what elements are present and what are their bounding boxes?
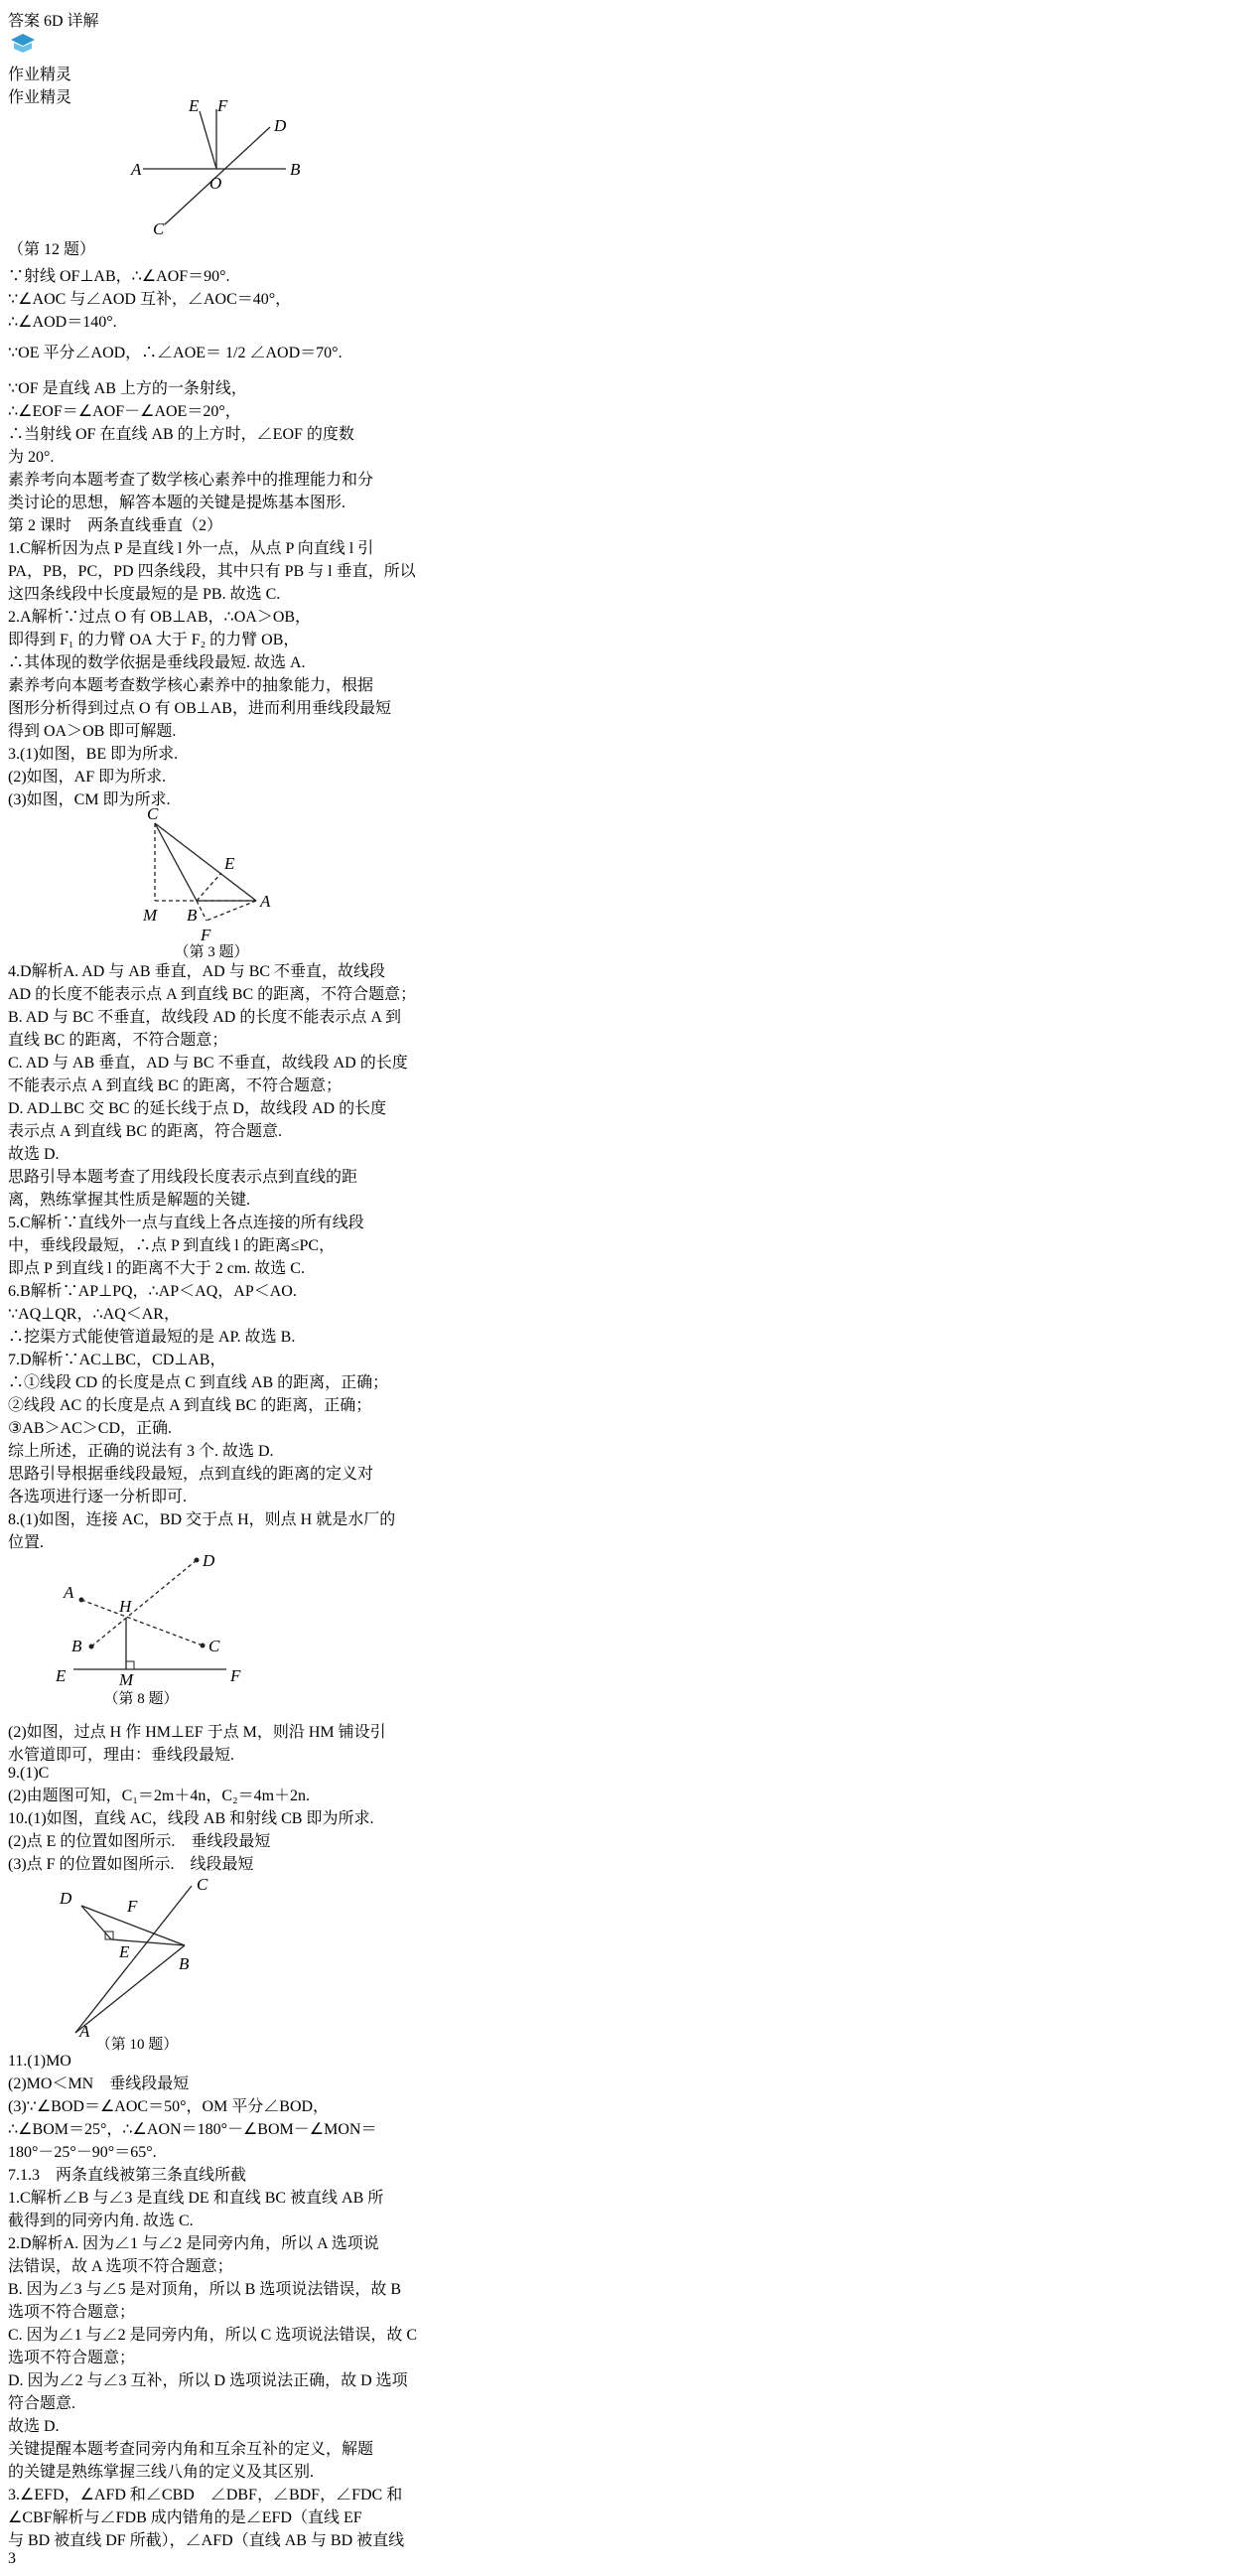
- q-text: 与∠FDB 成内错角的是∠EFD（直线 EF: [83, 2509, 362, 2526]
- q12-line: 为 20°.: [8, 449, 55, 466]
- fig12-label-f: F: [217, 96, 228, 115]
- q-text: (2)如图，AF 即为所求.: [8, 769, 167, 786]
- q-text: ∴①线段 CD 的长度是点 C 到直线 AB 的距离，正确；: [8, 1374, 389, 1391]
- q-text: ∴∠BOM＝25°，∴∠AON＝180°－∠BOM－∠MON＝: [8, 2121, 377, 2138]
- fig10-label-e: E: [119, 1942, 130, 1961]
- q-number: 1.: [8, 2190, 20, 2207]
- q-answer: D: [20, 963, 32, 980]
- q-text: (2)由题图可知，C₁＝2m＋4n，C₂＝4m＋2n.: [8, 1788, 311, 1804]
- fig10-label-c: C: [197, 1875, 208, 1894]
- analysis-tag: 解析: [31, 963, 64, 980]
- q-text: 故选 D.: [8, 2418, 60, 2435]
- figure-10-svg: [8, 1874, 549, 2053]
- watermark-2: 作业精灵: [8, 89, 72, 106]
- q12-line: ∵OE 平分∠AOD，∴∠AOE＝ 1/2 ∠AOD＝70°.: [8, 345, 343, 361]
- q-text: 选项不符合题意；: [8, 2304, 136, 2321]
- fig12-label-d: D: [274, 116, 287, 135]
- q-text: 法错误，故 A 选项不符合题意；: [8, 2258, 233, 2275]
- q-text: ②线段 AC 的长度是点 A 到直线 BC 的距离，正确；: [8, 1397, 372, 1414]
- q-answer: C: [20, 2190, 31, 2207]
- fig8-label-e: E: [56, 1666, 67, 1685]
- q12-line: ∴∠EOF＝∠AOF－∠AOE＝20°，: [8, 403, 241, 420]
- q12-line: ∵射线 OF⊥AB，∴∠AOF＝90°.: [8, 268, 230, 285]
- q-number: 8.: [8, 1511, 20, 1528]
- q-text: D. 因为∠2 与∠3 互补，所以 D 选项说法正确，故 D 选项: [8, 2372, 408, 2389]
- note-text: 离，熟练掌握其性质是解题的关键.: [8, 1192, 251, 1209]
- note-tag: 思路引导: [8, 1466, 72, 1483]
- q-text: B. AD 与 BC 不垂直，故线段 AD 的长度不能表示点 A 到: [8, 1009, 402, 1026]
- q-text: 表示点 A 到直线 BC 的距离，符合题意.: [8, 1123, 283, 1140]
- q-answer: D: [20, 2235, 32, 2252]
- q-answer: D: [20, 1352, 32, 1368]
- fig10-label-a: A: [79, 2022, 90, 2041]
- note-box-4: [8, 1461, 1233, 1506]
- q-text: ③AB＞AC＞CD，正确.: [8, 1420, 173, 1437]
- analysis-tag: 解析: [30, 1215, 63, 1231]
- q-number: 10.: [8, 1810, 28, 1827]
- q-number: 11.: [8, 2053, 28, 2070]
- fig10-label-b: B: [179, 1954, 190, 1973]
- section-title: 7.1.3 两条直线被第三条直线所截: [8, 2167, 247, 2184]
- fig3-label-a: A: [260, 892, 271, 911]
- fig10-caption: （第 10 题）: [95, 2037, 179, 2053]
- fig8-label-d: D: [203, 1551, 215, 1570]
- q-text: (1)如图，连接 AC，BD 交于点 H，则点 H 就是水厂的: [20, 1511, 396, 1528]
- q-text: C. AD 与 AB 垂直，AD 与 BC 不垂直，故线段 AD 的长度: [8, 1055, 408, 1072]
- analysis-tag: 解析: [52, 2509, 84, 2526]
- q-text: B. 因为∠3 与∠5 是对顶角，所以 B 选项说法错误，故 B: [8, 2281, 402, 2298]
- note-text: 根据垂线段最短，点到直线的距离的定义对: [71, 1466, 374, 1483]
- q-text: ∵直线外一点与直线上各点连接的所有线段: [62, 1215, 364, 1231]
- q-text: A. 因为∠1 与∠2 是同旁内角，所以 A 选项说: [63, 2235, 379, 2252]
- note-text: 类讨论的思想，解答本题的关键是提炼基本图形.: [8, 495, 346, 511]
- q-text: (3)点 F 的位置如图所示. 线段最短: [8, 1856, 254, 1873]
- q-text: 因为点 P 是直线 l 外一点，从点 P 向直线 l 引: [62, 540, 374, 557]
- note-tag: 关键提醒: [8, 2441, 72, 2458]
- q-text: (3)∵∠BOD＝∠AOC＝50°，OM 平分∠BOD，: [8, 2098, 330, 2115]
- q-number: 7.: [8, 1352, 20, 1368]
- note-text: 各选项进行逐一分析即可.: [8, 1489, 188, 1505]
- q12-line: ∴当射线 OF 在直线 AB 的上方时，∠EOF 的度数: [8, 426, 354, 443]
- q-text: ∴其体现的数学依据是垂线段最短. 故选 A.: [8, 654, 306, 671]
- fig12-label-e: E: [189, 96, 200, 115]
- figure-3: [8, 804, 1233, 960]
- analysis-tag: 解析: [30, 540, 63, 557]
- q-answer: C: [20, 540, 31, 557]
- q-text: 中，垂线段最短，∴点 P 到直线 l 的距离≤PC，: [8, 1237, 336, 1254]
- q-text: C. 因为∠1 与∠2 是同旁内角，所以 C 选项说法错误，故 C: [8, 2327, 418, 2344]
- q-number: 9.: [8, 1765, 20, 1782]
- fig12-label-c: C: [153, 219, 165, 238]
- note-text: 本题考查了数学核心素养中的推理能力和分: [71, 472, 374, 489]
- q-text: ∵AC⊥BC，CD⊥AB，: [63, 1352, 226, 1368]
- analysis-tag: 解析: [31, 2235, 64, 2252]
- q-text: 即点 P 到直线 l 的距离不大于 2 cm. 故选 C.: [8, 1260, 305, 1277]
- q-text: 即得到 F₁ 的力臂 OA 大于 F₂ 的力臂 OB，: [8, 632, 300, 648]
- analysis-tag: 解析: [31, 1352, 64, 1368]
- q-text: 故选 D.: [8, 1146, 60, 1163]
- q-text: (1)C: [20, 1765, 50, 1782]
- note-text: 本题考查同旁内角和互余互补的定义，解题: [71, 2441, 374, 2458]
- fig12-label-b: B: [290, 160, 301, 179]
- q-text: (2)如图，过点 H 作 HM⊥EF 于点 M，则沿 HM 铺设引: [8, 1724, 386, 1741]
- q-text: 这四条线段中长度最短的是 PB. 故选 C.: [8, 586, 281, 603]
- fig8-label-m: M: [119, 1670, 134, 1689]
- analysis-tag: 解析: [30, 1283, 63, 1300]
- q-text: (2)点 E 的位置如图所示. 垂线段最短: [8, 1833, 271, 1850]
- figure-8-svg: [8, 1552, 549, 1719]
- q-number: 3.: [8, 746, 20, 763]
- note-tag: 素养考向: [8, 677, 72, 694]
- q-number: 6.: [8, 1283, 20, 1300]
- q-number: 3.: [8, 2487, 20, 2504]
- note-box-1: [8, 467, 1233, 512]
- q-number: 2.: [8, 609, 20, 626]
- q-text: AD 的长度不能表示点 A 到直线 BC 的距离，不符合题意；: [8, 986, 417, 1003]
- q-text: (1)如图，直线 AC，线段 AB 和射线 CB 即为所求.: [28, 1810, 374, 1827]
- q12-line: ∴∠AOD＝140°.: [8, 314, 117, 331]
- fig8-label-f: F: [230, 1666, 241, 1685]
- fig10-label-f: F: [127, 1897, 138, 1916]
- section-title: 第 2 课时 两条直线垂直（2）: [8, 517, 223, 534]
- right-column: [8, 1301, 1233, 2550]
- q-text: A. AD 与 AB 垂直，AD 与 BC 不垂直，故线段: [63, 963, 386, 980]
- fig3-label-m: M: [143, 906, 158, 925]
- q-answer: B: [20, 1283, 31, 1300]
- fig3-label-f: F: [201, 926, 211, 944]
- q-text: PA，PB，PC，PD 四条线段，其中只有 PB 与 l 垂直，所以: [8, 563, 416, 580]
- figure-12-caption: （第 12 题）: [8, 241, 96, 258]
- q6-cont: ∵AQ⊥QR，∴AQ＜AR，: [8, 1306, 180, 1323]
- q-text: (3)如图，CM 即为所求.: [8, 791, 171, 808]
- fig12-label-o: O: [209, 174, 222, 193]
- q-text: ∠CBF: [8, 2509, 53, 2526]
- q12-line: ∵∠AOC 与∠AOD 互补，∠AOC＝40°，: [8, 291, 292, 308]
- q-text: ∠EFD，∠AFD 和∠CBD ∠DBF，∠BDF，∠FDC 和: [20, 2487, 403, 2504]
- q-text: 与 BD 被直线 DF 所截），∠AFD（直线 AB 与 BD 被直线: [8, 2532, 405, 2549]
- fig3-label-e: E: [224, 854, 235, 873]
- fig3-label-b: B: [187, 906, 198, 925]
- q-text: ∠B 与∠3 是直线 DE 和直线 BC 被直线 AB 所: [62, 2190, 384, 2207]
- q-number: 1.: [8, 540, 20, 557]
- q-text: (2)MO＜MN 垂线段最短: [8, 2075, 190, 2092]
- q-text: 符合题意.: [8, 2395, 76, 2412]
- q-number: 4.: [8, 963, 20, 980]
- fig8-label-b: B: [71, 1637, 82, 1655]
- q-text: 选项不符合题意；: [8, 2350, 136, 2366]
- note-box-2: [8, 672, 1233, 741]
- q-text: 水管道即可，理由：垂线段最短.: [8, 1747, 235, 1764]
- q12-line: ∵OF 是直线 AB 上方的一条射线，: [8, 380, 247, 397]
- q-number: 5.: [8, 1215, 20, 1231]
- note-box-3: [8, 1164, 1233, 1210]
- note-box-5: [8, 2436, 1233, 2482]
- q-text: ∵AP⊥PQ，∴AP＜AQ，AP＜AO.: [62, 1283, 297, 1300]
- note-text: 图形分析得到过点 O 有 OB⊥AB，进而利用垂线段最短: [8, 700, 391, 717]
- fig10-label-d: D: [60, 1889, 72, 1908]
- q-text: 180°－25°－90°＝65°.: [8, 2144, 157, 2161]
- q-text: 截得到的同旁内角. 故选 C.: [8, 2213, 194, 2229]
- q-answer: A: [20, 609, 32, 626]
- note-tag: 思路引导: [8, 1169, 72, 1186]
- q-text: 不能表示点 A 到直线 BC 的距离，不符合题意；: [8, 1077, 343, 1094]
- q-text: 直线 BC 的距离，不符合题意；: [8, 1032, 228, 1049]
- q-text: (1)MO: [27, 2053, 71, 2070]
- analysis-tag: 解析: [31, 609, 64, 626]
- book-icon: [8, 31, 38, 57]
- fig3-caption: （第 3 题）: [174, 944, 249, 960]
- q-answer: C: [20, 1215, 31, 1231]
- fig8-label-h: H: [119, 1597, 132, 1616]
- fig12-label-a: A: [131, 160, 142, 179]
- q-text: 位置.: [8, 1534, 45, 1551]
- q-number: 2.: [8, 2235, 20, 2252]
- figure-8: [8, 1552, 1233, 1719]
- analysis-tag: 解析: [30, 2190, 63, 2207]
- note-tag: 素养考向: [8, 472, 72, 489]
- q-text: D. AD⊥BC 交 BC 的延长线于点 D，故线段 AD 的长度: [8, 1100, 387, 1117]
- note-text: 本题考查数学核心素养中的抽象能力，根据: [71, 677, 374, 694]
- fig8-label-a: A: [64, 1583, 74, 1602]
- note-text: 本题考查了用线段长度表示点到直线的距: [71, 1169, 358, 1186]
- page-number: 3: [8, 2550, 16, 2567]
- figure-10: [8, 1874, 1233, 2053]
- note-text: 得到 OA＞OB 即可解题.: [8, 723, 177, 740]
- note-text: 的关键是熟练掌握三线八角的定义及其区别.: [8, 2464, 315, 2481]
- figure-3-svg: [8, 804, 544, 960]
- fig8-label-c: C: [208, 1637, 220, 1655]
- q-text: ∵过点 O 有 OB⊥AB，∴OA＞OB，: [63, 609, 312, 626]
- q-text: (1)如图，BE 即为所求.: [20, 746, 179, 763]
- q-text: 综上所述，正确的说法有 3 个. 故选 D.: [8, 1443, 274, 1460]
- watermark-1: 作业精灵: [8, 67, 72, 83]
- fig3-label-c: C: [147, 804, 159, 823]
- header-tag: 答案 6D 详解: [8, 13, 99, 30]
- q6-cont: ∴挖渠方式能使管道最短的是 AP. 故选 B.: [8, 1329, 296, 1346]
- fig8-caption: （第 8 题）: [103, 1691, 179, 1707]
